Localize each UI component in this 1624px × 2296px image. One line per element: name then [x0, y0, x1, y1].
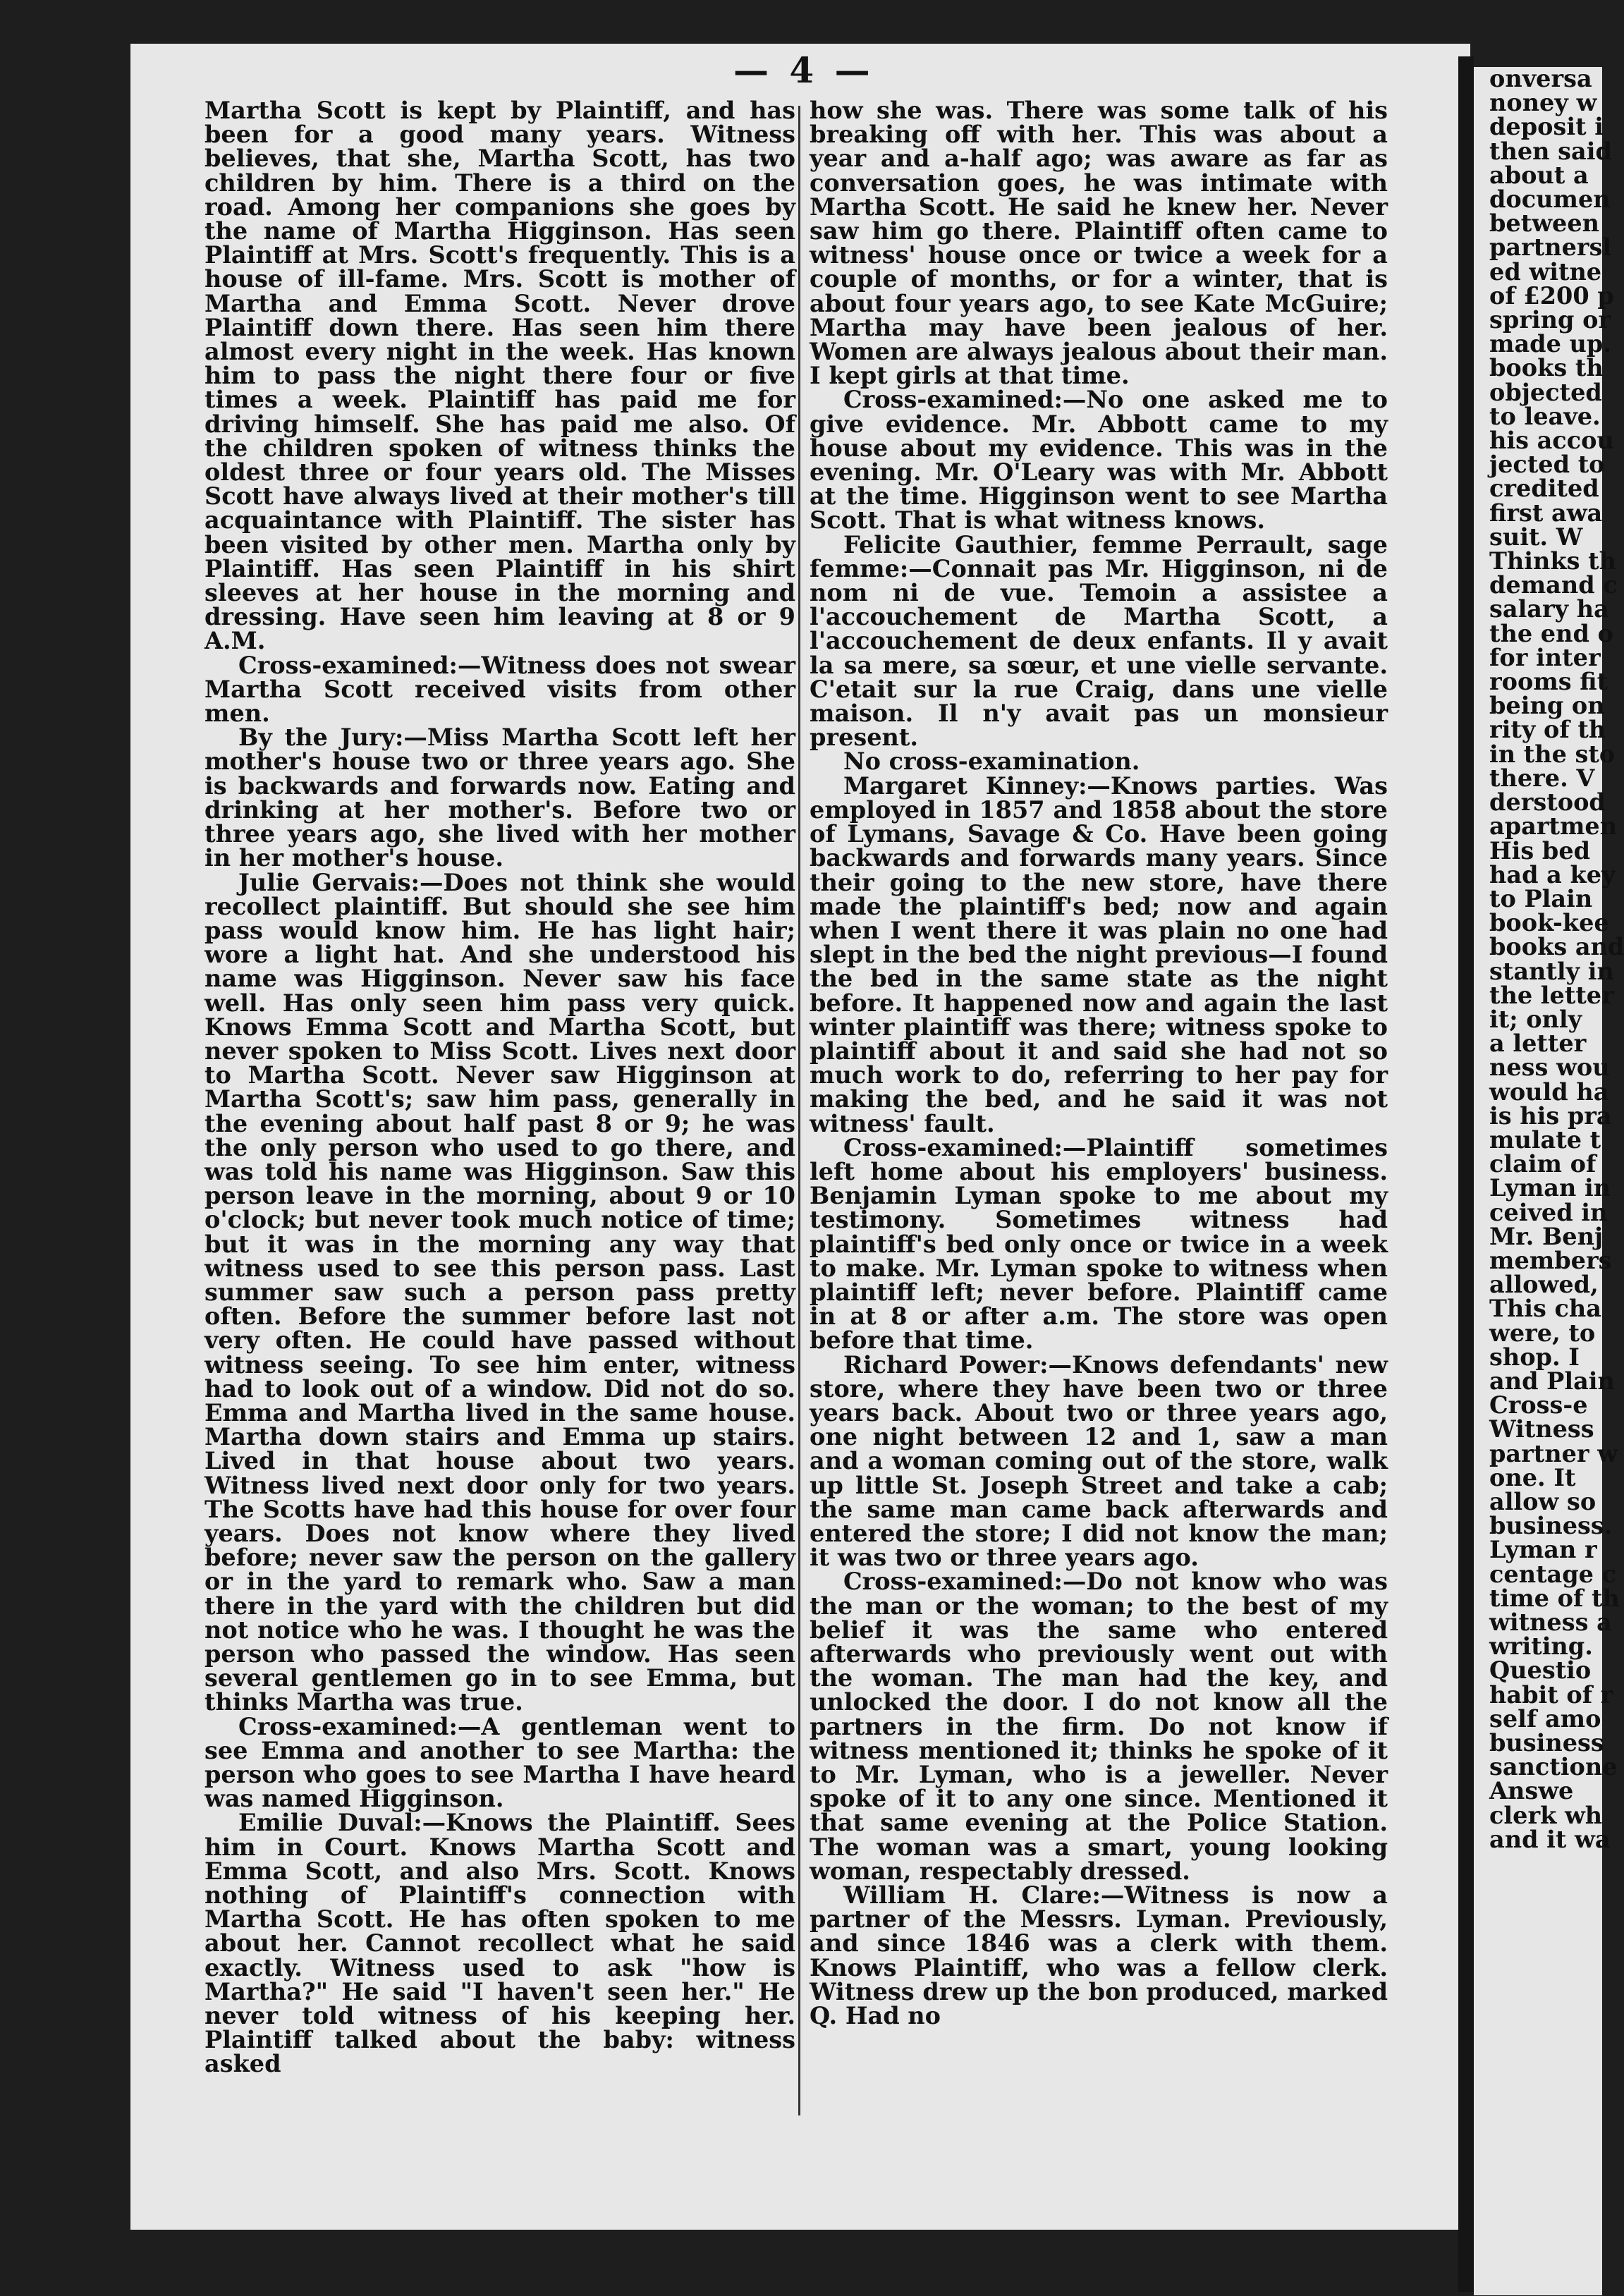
fragment-line: Answe	[1489, 1777, 1574, 1805]
fragment-line: Lyman r	[1489, 1536, 1597, 1564]
testimony-paragraph: Julie Gervais:—Does not think she would recollect plaintiff. But should she see him pass would know him. He has light hair; wore a light hat. And she understood his name was Higginson. Never saw his face well. Has only seen him pass very quick. Knows Emma Scott and Martha Scott, but never spoken to Miss Scott. Lives next door to Martha Scott. Never saw Higginson at Martha Scott's; saw him pass, generally in the evening about half past 8 or 9; he was the only person who used to go there, and was told his name was Higginson. Saw this person leave in the morning, about 9 or 10 o'clock; but never took much notice of time; but it was in the morning any way that witness used to see this person pass. Last summer saw such a person pass pretty often. Before the summer before last not very often. He could have passed without witness seeing. To see him enter, witness had to look out of a window. Did not do so. Emma and Martha lived in the same house. Martha down stairs and Emma up stairs. Lived in that house about two years. Witness lived next door only for two years. The Scotts have had this house for over four years. Does not know where they lived before; never saw the person on the gallery or in the yard to remark who. Saw a man there in the yard with the children but did not notice who he was. I thought he was the person who passed the window. Has seen several gentlemen go in to see Emma, but thinks Martha was true.	[204, 868, 795, 1716]
testimony-paragraph: Margaret Kinney:—Knows parties. Was employed in 1857 and 1858 about the store of Lymans, Savage & Co. Have been going backwards and forwards many years. Since their going to the new store, have there made the plaintiff's bed; now and again when I went there it was plain no one had slept in the bed the night previous—I found the bed in the same state as the night before. It happened now and again the last winter plaintiff was there; witness spoke to plaintiff about it and said she had not so much work to do, referring to her pay for making the bed, and he said it was not witness' fault.	[810, 771, 1388, 1137]
fragment-line: Cross-e	[1489, 1391, 1588, 1419]
testimony-paragraph: how she was. There was some talk of his breaking off with her. This was about a year and a-half ago; was aware as far as conversation goes, he was intimate with Martha Scott. He said he knew her. Never saw him go there. Plaintiff often came to witness' house once or twice a week for a couple of months, or for a winter, that is about four years ago, to see Kate McGuire; Martha may have been jealous of her. Women are always jealous about their man. I kept girls at that time.	[810, 97, 1388, 390]
fragment-line: his accou	[1489, 427, 1614, 455]
fragment-line: and it wa	[1489, 1825, 1611, 1853]
testimony-paragraph: Cross-examined:—No one asked me to give evidence. Mr. Abbott came to my house about my evidence. This was in the evening. Mr. O'Leary was with Mr. Abbott at the time. Higginson went to see Martha Scott. That is what witness knows.	[810, 386, 1388, 535]
fragment-line: books and	[1489, 933, 1624, 961]
fragment-line: the end o	[1489, 619, 1613, 647]
fragment-line: suit. W	[1489, 523, 1583, 551]
testimony-paragraph: Cross-examined:—Plaintiff sometimes left home about his employers' business. Benjamin Lyman spoke to me about my testimony. Sometimes witness had plaintiff's bed only once or twice in a week to make. Mr. Lyman spoke to witness when plaintiff left; never before. Plaintiff came in at 8 or after a.m. The store was open before that time.	[810, 1133, 1388, 1355]
testimony-paragraph: Emilie Duval:—Knows the Plaintiff. Sees him in Court. Knows Martha Scott and Emma Scott, and also Mrs. Scott. Knows nothing of Plaintiff's connection with Martha Scott. He has often spoken to me about her. Cannot recollect what he said exactly. Witness used to ask "how is Martha?" He said "I haven't seen her." He never told witness of his keeping her. Plaintiff talked about the baby: witness asked	[204, 1809, 795, 2078]
page-fold-shadow	[1458, 56, 1474, 2292]
testimony-paragraph: Cross-examined:—A gentleman went to see Emma and another to see Martha: the person who goes to see Martha I have heard was named Higginson.	[204, 1712, 795, 1813]
fragment-line: made up.	[1489, 330, 1611, 358]
fragment-line: partnersl	[1489, 233, 1612, 262]
fragment-line: about a	[1489, 161, 1589, 189]
fragment-line: claim of	[1489, 1150, 1596, 1178]
fragment-line: were, to	[1489, 1319, 1596, 1347]
fragment-line: book-kee	[1489, 909, 1609, 937]
fragment-line: demand c	[1489, 571, 1618, 599]
fragment-line: first awa	[1489, 499, 1603, 527]
fragment-line: derstood	[1489, 788, 1606, 817]
testimony-paragraph: William H. Clare:—Witness is now a partner of the Messrs. Lyman. Previously, and since 1846 was a clerk with them. Knows Plaintiff, who was a fellow clerk. Witness drew up the bon produced, marked Q. Had no	[810, 1881, 1388, 2030]
fragment-line: Lyman in	[1489, 1174, 1611, 1202]
fragment-line: This cha	[1489, 1295, 1601, 1323]
testimony-paragraph: By the Jury:—Miss Martha Scott left her mother's house two or three years ago. She is backwards and forwards now. Eating and drinking at her mother's. Before two or three years ago, she lived with her mother in her mother's house.	[204, 723, 795, 872]
fragment-line: apartmen	[1489, 812, 1618, 841]
fragment-line: shop. I	[1489, 1343, 1580, 1371]
fragment-line: Witness	[1489, 1415, 1594, 1443]
fragment-line: partner w	[1489, 1439, 1618, 1467]
fragment-line: one. It	[1489, 1463, 1576, 1491]
fragment-line: between	[1489, 209, 1600, 238]
fragment-line: of £200 p	[1489, 281, 1614, 310]
fragment-line: allow so	[1489, 1487, 1596, 1515]
fragment-line: noney w	[1489, 89, 1597, 117]
fragment-line: ed witne	[1489, 257, 1602, 286]
middle-column	[810, 99, 1388, 2028]
fragment-line: and Plain	[1489, 1367, 1615, 1395]
fragment-line: for inter	[1489, 643, 1601, 671]
fragment-line: clerk wh	[1489, 1801, 1603, 1829]
fragment-line: jected to	[1489, 451, 1605, 479]
fragment-line: to leave.	[1489, 402, 1601, 430]
fragment-line: His bed	[1489, 836, 1591, 865]
fragment-line: rity of th	[1489, 716, 1606, 744]
testimony-paragraph: Martha Scott is kept by Plaintiff, and has been for a good many years. Witness believes, that she, Martha Scott, has two children by him. There is a third on the road. Among her companions she goes by the name of Martha Higginson. Has seen Plaintiff at Mrs. Scott's frequently. This is a house of ill-fame. Mrs. Scott is mother of Martha and Emma Scott. Never drove Plaintiff down there. Has seen him there almost every night in the week. Has known him to pass the night there four or five times a week. Plaintiff has paid me for driving himself. She has paid me also. Of the children spoken of witness thinks the oldest three or four years old. The Misses Scott have always lived at their mother's till acquaintance with Plaintiff. The sister has been visited by other men. Martha only by Plaintiff. Has seen Plaintiff in his shirt sleeves at her house in the morning and dressing. Have seen him leaving at 8 or 9 A.M.	[204, 97, 795, 655]
fragment-line: spring or	[1489, 306, 1611, 334]
fragment-line: books th	[1489, 354, 1604, 382]
fragment-line: it; only	[1489, 1005, 1582, 1033]
fragment-line: would ha	[1489, 1077, 1609, 1106]
testimony-paragraph: No cross-examination.	[843, 747, 1140, 776]
testimony-paragraph: Cross-examined:—Witness does not swear Martha Scott received visits from other men.	[204, 651, 795, 728]
fragment-line: ceived in	[1489, 1198, 1608, 1226]
left-column	[204, 99, 795, 2077]
fragment-line: is his pra	[1489, 1101, 1612, 1130]
fragment-line: then said	[1489, 137, 1612, 165]
fragment-line: being on	[1489, 692, 1605, 720]
fragment-line: Questio	[1489, 1656, 1592, 1685]
fragment-line: there. V	[1489, 764, 1595, 792]
fragment-line: sanctione	[1489, 1753, 1618, 1781]
testimony-paragraph: Cross-examined:—Do not know who was the man or the woman; to the best of my belief it was the same who entered afterwards who previously went out with the woman. The man had the key, and unlocked the door. I do not know all the partners in the firm. Do not know if witness mentioned it; thinks he spoke of it to Mr. Lyman, who is a jeweller. Never spoke of it to any one since. Mentioned it that same evening at the Police Station. The woman was a smart, young looking woman, respectably dressed.	[810, 1568, 1388, 1885]
fragment-line: the letter	[1489, 981, 1614, 1009]
page-number: — 4 —	[733, 49, 874, 91]
fragment-line: habit of r	[1489, 1680, 1613, 1709]
fragment-line: onversa	[1489, 65, 1592, 92]
testimony-paragraph: Richard Power:—Knows defendants' new store, where they have been two or three years back. About two or three years ago, one night between 12 and 1, saw a man and a woman coming out of the store, walk up little St. Joseph Street and take a cab; the same man came back afterwards and entered the store; I did not know the man; it was two or three years ago.	[810, 1350, 1388, 1572]
testimony-paragraph: Felicite Gauthier, femme Perrault, sage femme:—Connait pas Mr. Higginson, ni de nom ni de vue. Temoin a assistee a l'accouchement de Martha Scott, a l'accouchement de deux enfants. Il y avait la sa mere, sa sœur, et une vielle servante. C'etait sur la rue Craig, dans une vielle maison. Il n'y avait pas un monsieur present.	[810, 530, 1388, 752]
fragment-line: a letter	[1489, 1030, 1587, 1058]
fragment-line: in the sto	[1489, 740, 1616, 768]
fragment-line: credited	[1489, 475, 1599, 503]
fragment-line: self amo	[1489, 1704, 1601, 1733]
fragment-line: deposit i	[1489, 113, 1604, 141]
fragment-line: centage c	[1489, 1560, 1617, 1588]
fragment-line: had a key	[1489, 860, 1616, 889]
adjacent-page-fragment	[1474, 65, 1624, 2295]
fragment-line: business	[1489, 1729, 1604, 1757]
fragment-line: members	[1489, 1246, 1612, 1274]
fragment-line: time of th	[1489, 1584, 1620, 1612]
fragment-line: Mr. Benj	[1489, 1222, 1604, 1250]
fragment-line: business.	[1489, 1512, 1613, 1540]
fragment-line: witness a	[1489, 1608, 1612, 1636]
fragment-line: documen	[1489, 185, 1611, 214]
column-rule	[798, 106, 800, 2115]
fragment-line: to Plain	[1489, 884, 1593, 912]
fragment-line: writing.	[1489, 1632, 1593, 1661]
fragment-line: rooms fit	[1489, 668, 1608, 696]
fragment-line: salary ha	[1489, 595, 1609, 623]
fragment-line: mulate t	[1489, 1125, 1601, 1154]
fragment-line: ness wou	[1489, 1054, 1610, 1082]
fragment-line: stantly in	[1489, 957, 1614, 985]
fragment-line: objected	[1489, 378, 1602, 406]
fragment-line: allowed,	[1489, 1271, 1599, 1299]
fragment-line: Thinks th	[1489, 547, 1616, 575]
